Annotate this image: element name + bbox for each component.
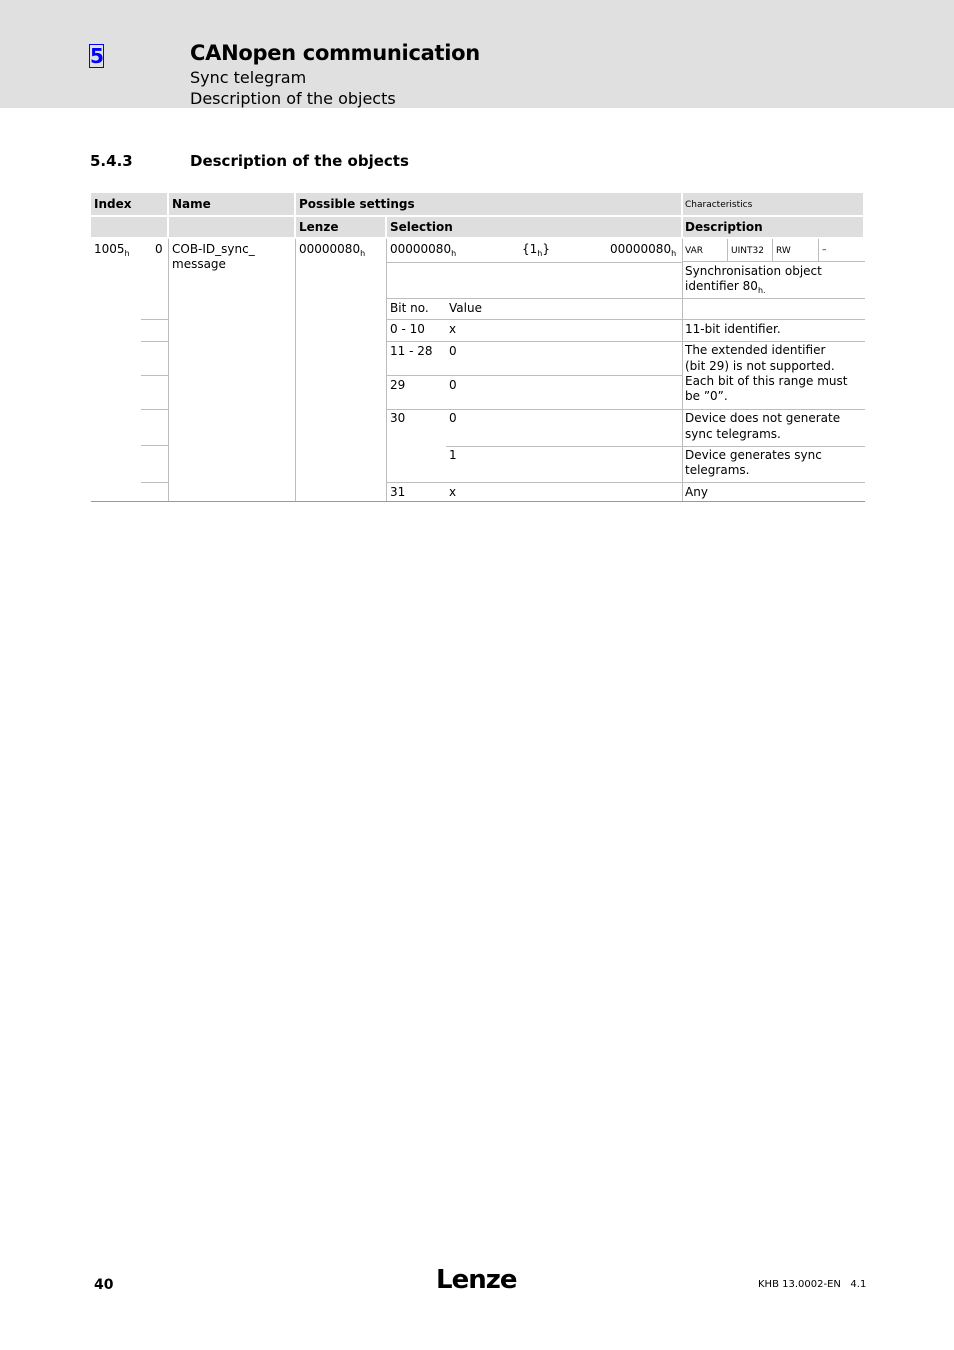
bit-row-1-desc-2: (bit 29) is not supported. <box>685 359 835 373</box>
page-number: 40 <box>94 1277 114 1293</box>
description-line-2: identifier $80_{h.}$ <box>685 279 766 295</box>
object-table <box>0 0 954 520</box>
header-bg-index-2 <box>91 217 167 237</box>
header-name: Name <box>172 197 211 211</box>
object-name-line-1: COB-ID_sync_ <box>172 242 255 256</box>
selection-max: $00000080_h$ <box>610 242 677 258</box>
bit-row-1-bit: 11 - 28 <box>390 344 433 358</box>
grid-vline <box>727 239 728 261</box>
bit-row-3-bit: 30 <box>390 411 406 425</box>
lenze-default: $00000080_h$ <box>299 242 366 258</box>
bit-row-3-value: 0 <box>449 411 457 425</box>
grid-hline <box>387 319 865 320</box>
grid-hline <box>387 375 682 376</box>
header-description: Description <box>685 220 763 234</box>
bit-row-4-desc-2: telegrams. <box>685 463 750 477</box>
grid-hline <box>387 341 865 342</box>
grid-hline <box>387 298 865 299</box>
object-name-line-2: message <box>172 257 226 271</box>
bit-row-2-desc-1: Each bit of this range must <box>685 374 848 388</box>
bit-row-1-desc-1: The extended identifier <box>685 343 826 357</box>
bit-row-0-bit: 0 - 10 <box>390 322 425 336</box>
header-index: Index <box>94 197 132 211</box>
bit-row-5-bit: 31 <box>390 485 406 499</box>
char-access: RW <box>776 246 791 256</box>
selection-min: $00000080_h$ <box>390 242 457 258</box>
bit-row-0-desc: 11-bit identifier. <box>685 322 781 336</box>
header-characteristics: Characteristics <box>685 200 753 210</box>
bit-row-2-desc-2: be ”0”. <box>685 389 728 403</box>
grid-vline <box>168 239 169 502</box>
grid-hline <box>141 445 168 446</box>
grid-hline <box>387 409 865 410</box>
header-possible-settings: Possible settings <box>299 197 415 211</box>
grid-hline <box>387 262 682 263</box>
selection-step: $\{1_h\}$ <box>522 242 550 258</box>
grid-hline <box>141 375 168 376</box>
grid-hline <box>141 482 168 483</box>
bit-row-0-value: x <box>449 322 457 336</box>
section-number: 5.4.3 <box>90 152 133 170</box>
grid-hline <box>387 482 865 483</box>
grid-vline <box>386 239 387 502</box>
bit-header-value: Value <box>449 301 482 315</box>
bit-header-bit: Bit no. <box>390 301 429 315</box>
header-bg-name-2 <box>169 217 294 237</box>
chapter-title: CANopen communication <box>190 41 480 65</box>
grid-hline <box>141 341 168 342</box>
bit-row-4-value: 1 <box>449 448 457 462</box>
chapter-number-box[interactable]: 5 <box>90 44 104 68</box>
bit-row-4-desc-1: Device generates sync <box>685 448 822 462</box>
char-extra: – <box>822 245 827 255</box>
bit-row-2-bit: 29 <box>390 378 406 392</box>
grid-vline <box>295 239 296 502</box>
grid-vline <box>772 239 773 261</box>
grid-hline <box>141 319 168 320</box>
grid-hline <box>141 409 168 410</box>
section-title: Description of the objects <box>190 152 409 170</box>
header-lenze: Lenze <box>299 220 339 234</box>
object-subindex: 0 <box>155 242 163 256</box>
description-line-1: Synchronisation object <box>685 264 822 278</box>
lenze-logo: Lenze <box>436 1265 517 1295</box>
grid-hline <box>683 261 865 262</box>
header-selection: Selection <box>390 220 453 234</box>
header-subtitle-1: Sync telegram <box>190 68 307 87</box>
bit-row-2-value: 0 <box>449 378 457 392</box>
char-object-type: VAR <box>685 246 703 256</box>
bit-row-3-desc-1: Device does not generate <box>685 411 841 425</box>
document-reference: KHB 13.0002-EN 4.1 <box>758 1279 867 1290</box>
grid-vline <box>682 239 683 502</box>
table-bottom-border <box>91 501 865 502</box>
bit-row-5-desc: Any <box>685 485 708 499</box>
grid-vline <box>818 239 819 261</box>
bit-row-1-value: 0 <box>449 344 457 358</box>
bit-row-5-value: x <box>449 485 457 499</box>
grid-hline <box>446 446 865 447</box>
bit-row-3-desc-2: sync telegrams. <box>685 427 781 441</box>
char-data-type: UINT32 <box>731 246 764 256</box>
object-index: $1005_h$ <box>94 242 130 258</box>
header-subtitle-2: Description of the objects <box>190 89 396 108</box>
